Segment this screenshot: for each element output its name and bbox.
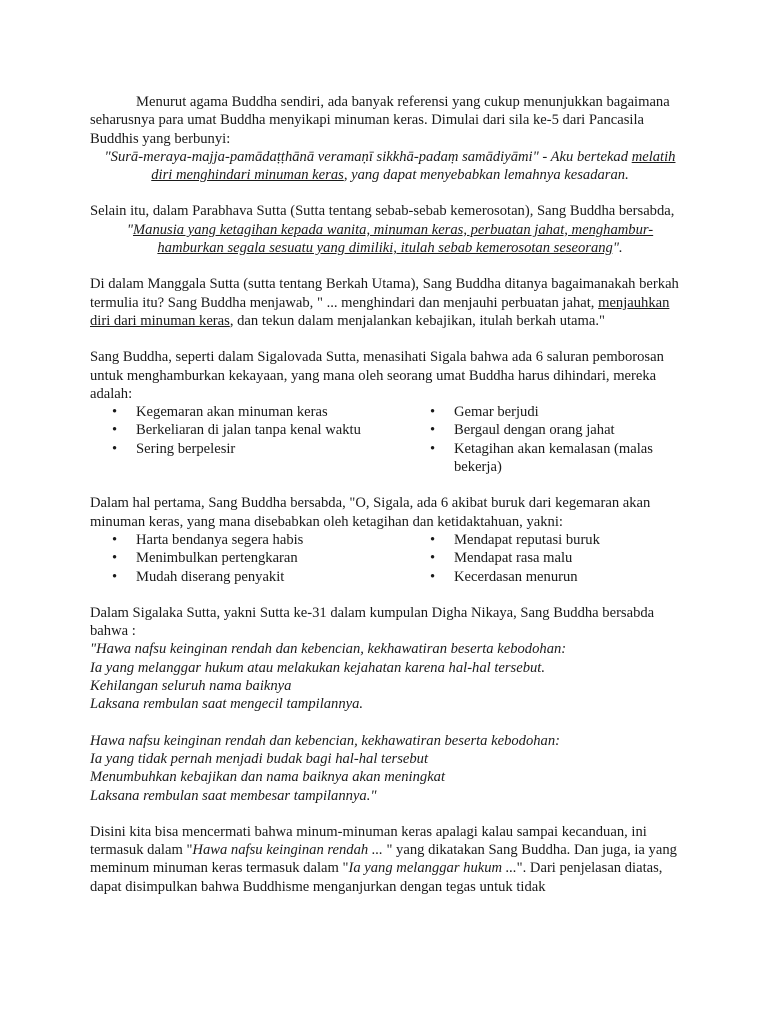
list-akibat-buruk bbox=[90, 531, 690, 586]
list-item: • Kegemaran akan minuman keras bbox=[90, 403, 408, 421]
list-item: • Mendapat rasa malu bbox=[408, 549, 690, 567]
paragraph-akibat-buruk: Dalam hal pertama, Sang Buddha bersabda, "O, Sigala, ada 6 akibat buruk dari kegemaran akan minuman keras, yang mana disebabkan oleh ketagihan dan ketidaktahuan, yakni: bbox=[90, 495, 651, 530]
list-item: • Mendapat reputasi buruk bbox=[408, 531, 690, 549]
verse-two bbox=[90, 732, 690, 805]
paragraph-manggala bbox=[90, 275, 690, 330]
document-body bbox=[90, 93, 690, 896]
paragraph-intro: Menurut agama Buddha sendiri, ada banyak referensi yang cukup menunjukkan bagaimana seharusnya para umat Buddha menyikapi minuman keras. Dimulai dari sila ke-5 dari Pancasila Buddhis yang berbunyi: bbox=[90, 94, 670, 147]
verse-line: Hawa nafsu keinginan rendah dan kebencian, kekhawatiran beserta kebodohan: bbox=[90, 732, 561, 749]
paragraph-manggala-end: , dan tekun dalam menjalankan kebajikan, itulah berkah utama." bbox=[229, 312, 605, 329]
quote-parabhava bbox=[90, 221, 690, 258]
quote-sila-5-rest: , yang dapat menyebabkan lemahnya kesadaran. bbox=[343, 167, 629, 184]
list-item: • Harta bendanya segera habis bbox=[90, 531, 408, 549]
quote-parabhava-close: ". bbox=[612, 240, 623, 257]
list-item: • Menimbulkan pertengkaran bbox=[90, 549, 408, 567]
quote-sila-5 bbox=[90, 148, 690, 185]
paragraph-parabhava: Selain itu, dalam Parabhava Sutta (Sutta tentang sebab-sebab kemerosotan), Sang Buddha bersabda, bbox=[90, 203, 675, 220]
verse-line: Laksana rembulan saat mengecil tampilannya. bbox=[90, 696, 364, 713]
verse-line: Laksana rembulan saat membesar tampilannya." bbox=[90, 787, 377, 804]
list-item: • Berkeliaran di jalan tanpa kenal waktu bbox=[90, 421, 408, 439]
quote-parabhava-open: " bbox=[126, 221, 133, 238]
list-item: • Bergaul dengan orang jahat bbox=[408, 421, 690, 439]
list-item: • Gemar berjudi bbox=[408, 403, 690, 421]
conclusion-italic-2: Ia yang melanggar hukum ... bbox=[348, 860, 517, 877]
list-left bbox=[90, 531, 408, 586]
list-item: • Ketagihan akan kemalasan (malas bekerja) bbox=[408, 440, 690, 477]
verse-line: Ia yang tidak pernah menjadi budak bagi hal-hal tersebut bbox=[90, 750, 429, 767]
paragraph-sigalaka: Dalam Sigalaka Sutta, yakni Sutta ke-31 dalam kumpulan Digha Nikaya, Sang Buddha bersabda bahwa : bbox=[90, 604, 655, 640]
list-saluran-pemborosan bbox=[90, 403, 690, 476]
quote-parabhava-line1: Manusia yang ketagihan kepada wanita, minuman keras, perbuatan jahat, menghambur- bbox=[132, 221, 654, 238]
verse-line: Menumbuhkan kebajikan dan nama baiknya akan meningkat bbox=[90, 769, 446, 786]
conclusion-text-a: Disini kita bisa mencermati bahwa minum-minuman keras apalagi kalau sampai kecanduan, ini termasuk dalam " bbox=[90, 823, 647, 859]
verse-one bbox=[90, 640, 690, 713]
verse-line: "Hawa nafsu keinginan rendah dan kebencian, kekhawatiran beserta kebodohan: bbox=[90, 641, 567, 658]
quote-sila-5-underlined: melatih diri menghindari minuman keras bbox=[151, 148, 676, 184]
paragraph-sigalovada: Sang Buddha, seperti dalam Sigalovada Sutta, menasihati Sigala bahwa ada 6 saluran pemborosan untuk menghamburkan kekayaan, yang mana oleh seorang umat Buddha harus dihindari, mereka adalah: bbox=[90, 349, 664, 402]
conclusion-italic-1: Hawa nafsu keinginan rendah ... bbox=[192, 842, 383, 859]
conclusion-text-c: ". Dari penjelasan diatas, dapat disimpulkan bahwa Buddhisme menganjurkan dengan tegas untuk tidak bbox=[90, 860, 663, 895]
list-item: • Mudah diserang penyakit bbox=[90, 568, 408, 586]
conclusion-text-b: " yang dikatakan Sang Buddha. Dan juga, ia yang meminum minuman keras termasuk dalam " bbox=[90, 842, 677, 877]
paragraph-manggala-underlined: menjauhkan diri dari minuman keras bbox=[90, 294, 670, 329]
list-left bbox=[90, 403, 408, 476]
list-right bbox=[408, 531, 690, 586]
quote-parabhava-line2: hamburkan segala sesuatu yang dimiliki, itulah sebab kemerosotan seseorang bbox=[157, 240, 613, 257]
verse-line: Ia yang melanggar hukum atau melakukan kejahatan karena hal-hal tersebut. bbox=[90, 659, 546, 676]
list-item: • Kecerdasan menurun bbox=[408, 568, 690, 586]
verse-line: Kehilangan seluruh nama baiknya bbox=[90, 678, 292, 695]
list-right bbox=[408, 403, 690, 476]
paragraph-conclusion bbox=[90, 823, 690, 896]
quote-sila-5-text: "Surā-meraya-majja-pamādaṭṭhānā veramaṇī sikkhā-padaṃ samādiyāmi" - Aku bertekad bbox=[104, 148, 629, 165]
paragraph-manggala-text: Di dalam Manggala Sutta (sutta tentang Berkah Utama), Sang Buddha ditanya bagaimanakah berkah termulia itu? Sang Buddha menjawab, " ... menghindari dan menjauhi perbuatan jahat, bbox=[90, 276, 679, 311]
list-item: • Sering berpelesir bbox=[90, 440, 408, 458]
